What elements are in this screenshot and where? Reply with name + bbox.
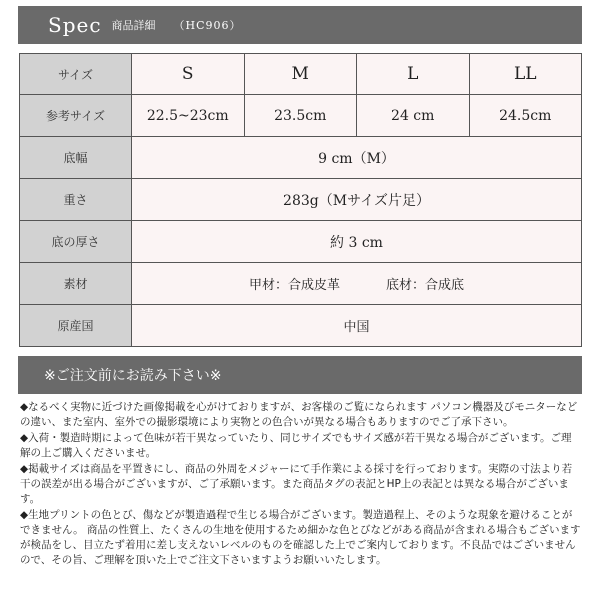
weight-value: 283g（Mサイズ片足） (132, 179, 582, 221)
size-label: サイズ (20, 54, 132, 95)
sole-thickness-row (20, 221, 582, 263)
notice-title: ※ご注文前にお読み下さい※ (44, 368, 222, 384)
notice-item: ◆生地プリントの色とび、傷などが製造過程で生じる場合がございます。製造過程上、そのような現象を避けることができません。 商品の性質上、たくさんの生地を使用するため細かな色とびなどがある商品が含まれる場合もございますが検品をし、目立たず着用に差し支えないレベルのものを確認した上でご案内しております。不良品ではございませんので、その旨、ご理解を頂いた上でご注文下さいますようお願いいたします。 (20, 509, 581, 566)
ref-size-row (20, 95, 582, 137)
ref-size-ll: 24.5cm (469, 95, 582, 137)
sole-thickness-label: 底の厚さ (20, 221, 132, 263)
width-row (20, 137, 582, 179)
size-s: S (132, 54, 245, 95)
spec-header (18, 6, 582, 44)
size-l: L (357, 54, 470, 95)
notice-item: ◆入荷・製造時期によって色味が若干異なっていたり、同じサイズでもサイズ感が若干異なる場合がございます。ご理解の上ご購入くださいませ。 (20, 432, 572, 459)
size-row (20, 54, 582, 95)
ref-size-s: 22.5~23cm (132, 95, 245, 137)
origin-label: 原産国 (20, 305, 132, 347)
spec-subtitle: 商品詳細 (111, 19, 156, 32)
spec-table (19, 53, 582, 347)
size-ll: LL (469, 54, 582, 95)
material-upper: 甲材：合成皮革 (248, 278, 340, 293)
weight-row (20, 179, 582, 221)
notice-header (18, 356, 582, 394)
weight-label: 重さ (20, 179, 132, 221)
ref-size-l: 24 cm (357, 95, 470, 137)
size-m: M (244, 54, 357, 95)
width-value: 9 cm（M） (132, 137, 582, 179)
material-label: 素材 (20, 263, 132, 305)
material-row (20, 263, 582, 305)
notice-list (20, 400, 582, 569)
material-sole: 底材：合成底 (386, 278, 465, 293)
ref-size-m: 23.5cm (244, 95, 357, 137)
width-label: 底幅 (20, 137, 132, 179)
sole-thickness-value: 約 3 cm (132, 221, 582, 263)
origin-value: 中国 (132, 305, 582, 347)
notice-item: ◆掲載サイズは商品を平置きにし、商品の外周をメジャーにて手作業による採寸を行っております。実際の寸法より若干の誤差が出る場合がございますが、ご了承願います。また商品タグの表記とHP上の表記とは異なる場合がございます。 (20, 463, 573, 505)
material-value (132, 263, 582, 305)
spec-title: Spec (48, 13, 102, 37)
product-code: （HC906） (173, 19, 242, 32)
ref-size-label: 参考サイズ (20, 95, 132, 137)
origin-row (20, 305, 582, 347)
notice-item: ◆なるべく実物に近づけた画像掲載を心がけておりますが、お客様のご覧になられます パソコン機器及びモニターなどの違い、また室内、室外での撮影環境により実物との色合いが異なる場合もありますのでご了承下さい。 (20, 401, 578, 428)
